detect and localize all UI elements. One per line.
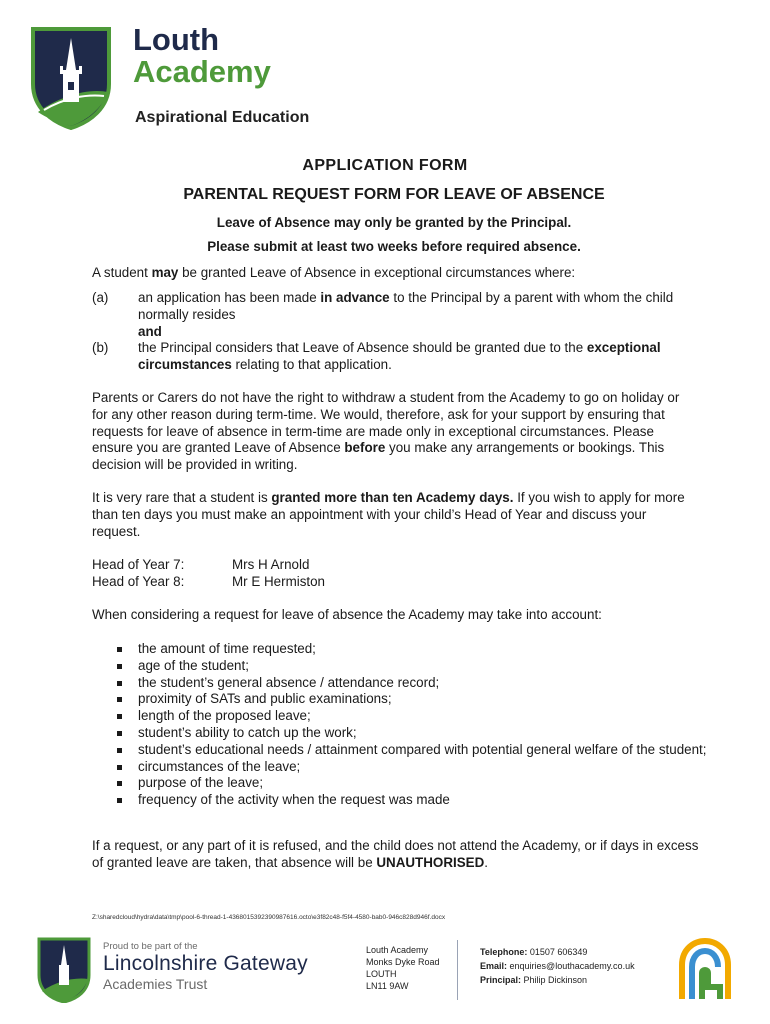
- school-name-line1: Louth: [133, 22, 220, 57]
- considerations-list: [92, 641, 712, 809]
- list-item: the student’s general absence / attendance record;: [92, 675, 712, 692]
- intro-paragraph: A student may be granted Leave of Absence in exceptional circumstances where:: [92, 265, 576, 280]
- list-item: age of the student;: [92, 658, 712, 675]
- school-address: Louth Academy Monks Dyke Road LOUTH LN11 9AW: [366, 945, 440, 991]
- footer-proud-text: Proud to be part of the: [103, 941, 198, 952]
- head-of-year-8: Head of Year 8: Mr E Hermiston: [92, 574, 326, 589]
- ten-days-paragraph: It is very rare that a student is granted more than ten Academy days. If you wish to apply for more than ten days you must make an appointment with your child’s Head of Year and discuss your request.: [92, 490, 685, 539]
- trust-name: Lincolnshire Gateway: [103, 952, 308, 975]
- list-item: length of the proposed leave;: [92, 708, 712, 725]
- form-title: APPLICATION FORM: [302, 157, 468, 174]
- email-line[interactable]: Email: enquiries@louthacademy.co.uk: [480, 961, 635, 971]
- principal-note: Leave of Absence may only be granted by the Principal.: [216, 215, 572, 230]
- head-of-year-7: Head of Year 7: Mrs H Arnold: [92, 557, 310, 572]
- list-item: purpose of the leave;: [92, 775, 712, 792]
- list-item: proximity of SATs and public examinations;: [92, 691, 712, 708]
- list-item: student’s ability to catch up the work;: [92, 725, 712, 742]
- file-path: Z:\sharedcloud\hydra\data\tmp\pool-6-thread-1-4368015392390987616.octo\e3f82c48-f5f4-4580-bab0-946c828d946f.docx: [92, 914, 446, 921]
- school-name: [133, 24, 271, 88]
- footer-divider: [457, 940, 458, 1000]
- condition-b-label: (b): [92, 340, 109, 355]
- list-item: circumstances of the leave;: [92, 759, 712, 776]
- list-item: frequency of the activity when the request was made: [92, 792, 712, 809]
- condition-a-label: (a): [92, 290, 109, 305]
- school-tagline: Aspirational Education: [135, 109, 310, 126]
- considering-paragraph: When considering a request for leave of absence the Academy may take into account:: [92, 607, 602, 622]
- closing-paragraph: If a request, or any part of it is refused, and the child does not attend the Academy, or if days in excess of granted leave are taken, that absence will be UNAUTHORISED.: [92, 838, 699, 870]
- list-item: the amount of time requested;: [92, 641, 712, 658]
- submission-note: Please submit at least two weeks before required absence.: [207, 239, 581, 254]
- school-crest-logo: [30, 26, 112, 130]
- list-item: student’s educational needs / attainment compared with potential general welfare of the student;: [92, 742, 712, 759]
- and-connector: and: [138, 323, 162, 339]
- term-time-paragraph: Parents or Carers do not have the right to withdraw a student from the Academy to go on holiday or for any other reason during term-time. We would, therefore, ask for your support by ensuring that requests for leave of absence in term-time are made only in exceptional circumstances. Please ensure you are granted Leave of Absence before you make any arrangements or bookings. This decision will be provided in writing.: [92, 390, 680, 473]
- lincolnshire-gateway-mark-icon: [676, 937, 734, 1001]
- form-subtitle: PARENTAL REQUEST FORM FOR LEAVE OF ABSENCE: [183, 186, 605, 203]
- telephone-line: Telephone: 01507 606349: [480, 947, 588, 957]
- trust-subtitle: Academies Trust: [103, 976, 208, 992]
- contact-details: [480, 945, 635, 987]
- trust-crest-logo: [37, 937, 91, 1003]
- school-name-line2: Academy: [133, 54, 271, 89]
- principal-line: Principal: Philip Dickinson: [480, 975, 588, 985]
